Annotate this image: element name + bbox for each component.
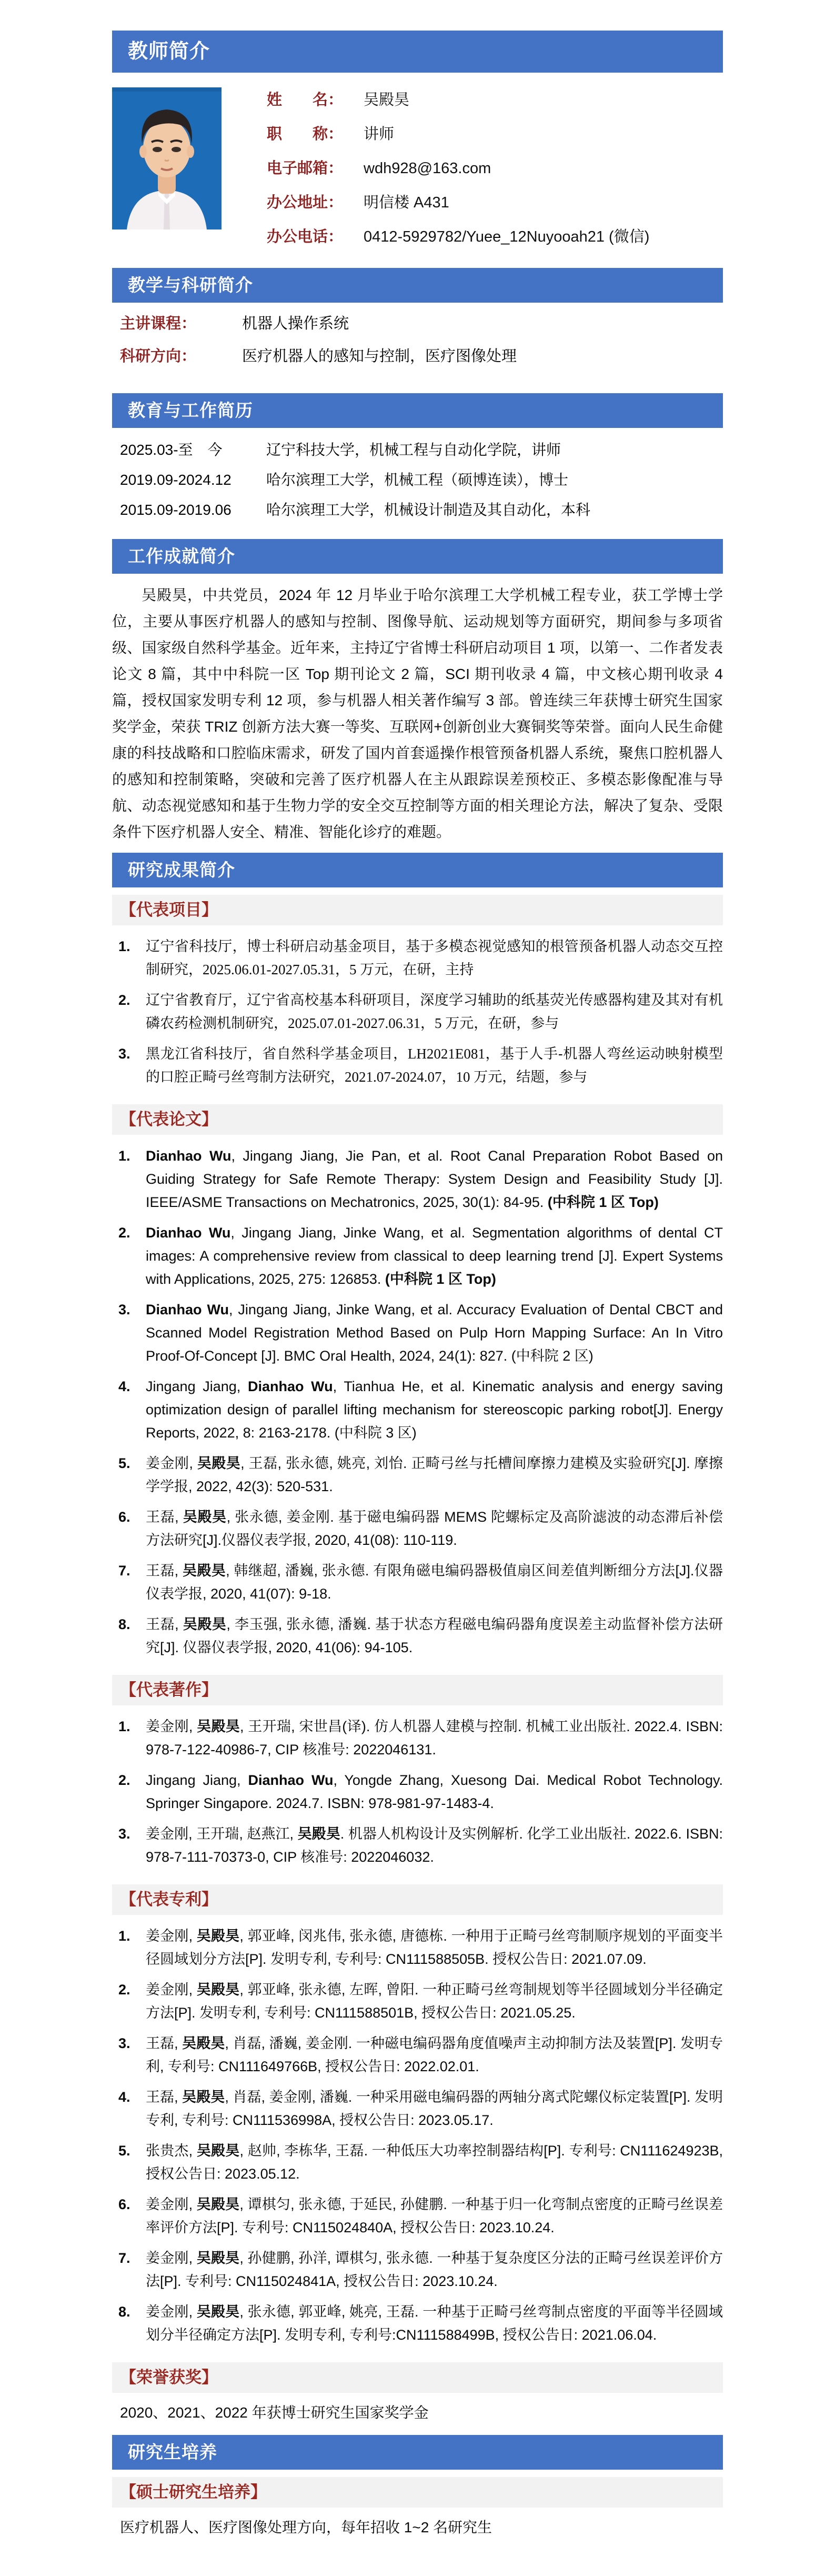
section-header-graduate-training [112, 2435, 723, 2470]
text-segment: 吴殿昊 [182, 2035, 225, 2051]
patent-citation [146, 2304, 723, 2343]
text-segment: , Yongde Zhang, Xuesong Dai. Medical Robot Technology. Springer Singapore. 2024.7. ISBN: 978-981-97-1483-4. [146, 1772, 723, 1811]
patent-item [112, 1924, 723, 1971]
subsection-heading: 【荣誉获奖】 [120, 2368, 218, 2387]
item-number: 3. [118, 1046, 130, 1062]
text-segment: (中科院 1 区 Top) [385, 1271, 496, 1287]
text-segment: 张贵杰, [146, 2143, 197, 2159]
item-number: 6. [118, 2196, 130, 2212]
item-number: 1. [118, 938, 130, 954]
patent-citation [146, 2196, 723, 2235]
subsection-heading: 【代表项目】 [120, 901, 218, 919]
text-segment: Dianhao Wu [146, 1225, 231, 1241]
section-title: 教师简介 [128, 41, 210, 63]
text-segment: 2021.07-2024.07，10 万元，结题，参与 [345, 1069, 588, 1085]
email-value: wdh928@163.com [364, 160, 491, 177]
text-segment: 王磊, [146, 1509, 183, 1525]
text-segment: , 韩继超, 潘巍, 张永德. 有限角磁电编码器极值扇区间差值判断细分方法[J].仪器仪表学报, 2020, 41(07): 9-18. [146, 1563, 723, 1602]
teacher-photo [112, 87, 222, 229]
info-row-email [267, 158, 649, 179]
section-title: 工作成就简介 [128, 546, 235, 566]
paper-item [112, 1375, 723, 1444]
text-segment: 吴殿昊 [183, 1509, 227, 1525]
text-segment: 王磊, [146, 1616, 183, 1632]
patent-item [112, 2139, 723, 2185]
text-segment: , 张永德, 郭亚峰, 姚亮, 王磊. 一种基于正畸弓丝弯制点密度的平面等半径圆域划分半径确定方法[P]. 发明专利, 专利号:CN111588499B, 授权公告日: 2021.06.04. [146, 2304, 723, 2343]
text-segment: 吴殿昊 [183, 1563, 226, 1579]
graduate-training-text: 医疗机器人、医疗图像处理方向，每年招收 1~2 名研究生 [120, 2519, 492, 2535]
project-item [112, 935, 723, 981]
text-segment: , Jingang Jiang, Jinke Wang, et al. Accuracy Evaluation of Dental CBCT and Scanned Model Registration Method Based on Pulp Horn Mapping Surface: An In Vitro Proof-Of-Concept [J]. BMC Oral Health, 2024, 24(1): 827. (中科院 2 区) [146, 1302, 723, 1364]
text-segment: LH2021E081 [407, 1046, 485, 1062]
text-segment: , 赵帅, 李栋华, 王磊. 一种低压大功率控制器结构[P]. 专利号: CN111624923B, 授权公告日: 2023.05.12. [146, 2143, 723, 2182]
papers-list [112, 1142, 723, 1668]
teaching-research-block [112, 303, 723, 388]
book-item [112, 1822, 723, 1869]
title-value: 讲师 [364, 126, 395, 143]
section-header-teaching-research [112, 268, 723, 303]
project-text [146, 938, 723, 977]
text-segment: 姜金刚, 王开瑞, 赵燕江, [146, 1826, 298, 1842]
item-number: 3. [118, 1826, 130, 1842]
paper-citation [146, 1302, 723, 1364]
education-detail: 哈尔滨理工大学，机械工程（硕博连读），博士 [266, 472, 569, 488]
phone-label: 办公电话： [267, 228, 344, 245]
office-label: 办公地址： [267, 194, 344, 211]
paper-item [112, 1221, 723, 1291]
text-segment: 吴殿昊 [182, 2089, 225, 2105]
item-number: 1. [118, 1928, 130, 1944]
patent-citation [146, 2089, 723, 2128]
subsection-projects [112, 895, 723, 925]
text-segment: 王磊, [146, 2035, 183, 2051]
paper-item [112, 1613, 723, 1659]
section-title: 研究成果简介 [128, 860, 235, 880]
item-number: 2. [118, 1772, 130, 1788]
patent-item [112, 2246, 723, 2293]
item-number: 7. [118, 2250, 130, 2266]
education-detail: 哈尔滨理工大学，机械设计制造及其自动化，本科 [266, 502, 591, 518]
text-segment: , 张永德, 姜金刚. 基于磁电编码器 MEMS 陀螺标定及高阶滤波的动态滞后补偿方法研究[J].仪器仪表学报, 2020, 41(08): 110-119. [146, 1509, 723, 1548]
book-item [112, 1715, 723, 1761]
courses-row [120, 313, 723, 334]
education-period: 2019.09-2024.12 [120, 472, 232, 488]
book-item [112, 1769, 723, 1815]
office-value: 明信楼 A431 [364, 194, 449, 211]
text-segment: Dianhao Wu [146, 1148, 232, 1164]
patent-item [112, 2085, 723, 2132]
text-segment: , 郭亚峰, 闵兆伟, 张永德, 唐德栋. 一种用于正畸弓丝弯制顺序规划的平面变半径圆域划分方法[P]. 发明专利, 专利号: CN111588505B. 授权公告日: 2021.07.09. [146, 1928, 723, 1967]
paper-item [112, 1505, 723, 1552]
text-segment: 姜金刚, [146, 1928, 197, 1944]
text-segment: , Jingang Jiang, Jinke Wang, et al. Segmentation algorithms of dental CT images: A comprehensive review from classical to deep learning trend [J]. Expert Systems with Applications, 2025, 275: 126853. [146, 1225, 723, 1287]
education-row [120, 470, 723, 491]
paper-item [112, 1298, 723, 1367]
text-segment: Jingang Jiang, [146, 1379, 248, 1394]
patents-list [112, 1922, 723, 2355]
info-row-office [267, 192, 649, 213]
project-item [112, 989, 723, 1035]
subsection-patents [112, 1884, 723, 1915]
item-number: 5. [118, 2143, 130, 2159]
section-header-research-results [112, 853, 723, 887]
text-segment: 吴殿昊 [196, 1928, 240, 1944]
text-segment: 黑龙江省科技厅，省自然科学基金项目， [146, 1046, 408, 1062]
books-list [112, 1713, 723, 1877]
paper-citation [146, 1563, 723, 1602]
paper-citation [146, 1455, 723, 1494]
patent-item [112, 1978, 723, 2024]
item-number: 4. [118, 2089, 130, 2105]
text-segment: Jingang Jiang, [146, 1772, 248, 1788]
education-row [120, 440, 723, 461]
text-segment: Dianhao Wu [247, 1379, 333, 1394]
name-label: 姓 名： [267, 92, 344, 108]
info-row-phone [267, 226, 649, 247]
item-number: 6. [118, 1509, 130, 1525]
research-direction-value: 医疗机器人的感知与控制，医疗图像处理 [242, 348, 517, 365]
text-segment: , 王磊, 张永德, 姚亮, 刘怡. 正畸弓丝与托槽间摩擦力建模及实验研究[J]. 摩擦学学报, 2022, 42(3): 520-531. [146, 1455, 723, 1494]
text-segment: 2025.07.01-2027.06.31，5 万元，在研，参与 [288, 1015, 559, 1031]
text-segment: 王磊, [146, 2089, 183, 2105]
text-segment: , 郭亚峰, 张永德, 左晖, 曾阳. 一种正畸弓丝弯制规划等半径圆域划分半径确定方法[P]. 发明专利, 专利号: CN111588501B, 授权公告日: 2021.05.25. [146, 1982, 723, 2021]
book-citation [146, 1826, 723, 1865]
item-number: 4. [118, 1379, 130, 1394]
section-header-education-history [112, 393, 723, 428]
item-number: 3. [118, 1302, 130, 1317]
patent-item [112, 2032, 723, 2078]
text-segment: 吴殿昊 [196, 2250, 240, 2266]
education-period: 2015.09-2019.06 [120, 502, 232, 518]
text-segment: , 肖磊, 潘巍, 姜金刚. 一种磁电编码器角度值噪声主动抑制方法及装置[P]. 发明专利, 专利号: CN111649766B, 授权公告日: 2022.02.01. [146, 2035, 723, 2074]
title-label: 职 称： [267, 126, 344, 143]
section-header-teacher-intro [112, 31, 723, 73]
text-segment: 姜金刚, [146, 1982, 197, 1998]
patent-citation [146, 2143, 723, 2182]
subsection-heading: 【硕士研究生培养】 [120, 2483, 267, 2501]
text-segment: , 肖磊, 姜金刚, 潘巍. 一种采用磁电编码器的两轴分离式陀螺仪标定装置[P]. 发明专利, 专利号: CN111536998A, 授权公告日: 2023.05.17. [146, 2089, 723, 2128]
item-number: 2. [118, 992, 130, 1008]
text-segment: , 谭棋匀, 张永德, 于延民, 孙健鹏. 一种基于归一化弯制点密度的正畸弓丝误差率评价方法[P]. 专利号: CN115024840A, 授权公告日: 2023.10.24. [146, 2196, 723, 2235]
text-segment: 2025.06.01-2027.05.31，5 万元，在研，主持 [203, 962, 474, 977]
text-segment: , 王开瑞, 宋世昌(译). 仿人机器人建模与控制. 机械工业出版社. 2022.4. ISBN: 978-7-122-40986-7, CIP 核准号: 2022046131. [146, 1719, 723, 1758]
paper-citation [146, 1616, 723, 1655]
subsection-honors [112, 2362, 723, 2393]
text-segment: , 孙健鹏, 孙洋, 谭棋匀, 张永德. 一种基于复杂度区分法的正畸弓丝误差评价方法[P]. 专利号: CN115024841A, 授权公告日: 2023.10.24. [146, 2250, 723, 2289]
text-segment: (中科院 1 区 Top) [547, 1194, 659, 1210]
item-number: 8. [118, 1616, 130, 1632]
text-segment: 姜金刚, [146, 2250, 197, 2266]
item-number: 7. [118, 1563, 130, 1579]
profile-block [112, 87, 723, 261]
text-segment: 辽宁省科技厅，博士科研启动基金项目，基于多模态视觉感知的根管预备机器人动态交互控制研究， [146, 938, 723, 977]
patent-item [112, 2193, 723, 2239]
education-detail: 辽宁科技大学，机械工程与自动化学院，讲师 [266, 442, 561, 458]
section-header-work-achievements [112, 539, 723, 574]
portrait-photo-graphic [112, 87, 222, 229]
text-segment: 吴殿昊 [196, 2304, 240, 2320]
item-number: 8. [118, 2304, 130, 2320]
item-number: 2. [118, 1982, 130, 1998]
subsection-books [112, 1675, 723, 1705]
text-segment: 吴殿昊 [197, 1455, 241, 1471]
text-segment: 姜金刚, [146, 2196, 197, 2212]
item-number: 1. [118, 1148, 130, 1164]
email-label: 电子邮箱： [267, 160, 344, 177]
honors-text: 2020、2021、2022 年获博士研究生国家奖学金 [120, 2404, 429, 2421]
subsection-master-training [112, 2477, 723, 2508]
text-segment: 吴殿昊 [196, 2143, 240, 2159]
text-segment: . 机器人机构设计及实例解析. 化学工业出版社. 2022.6. ISBN: 978-7-111-70373-0, CIP 核准号: 2022046032. [146, 1826, 723, 1865]
patent-citation [146, 1928, 723, 1967]
item-number: 1. [118, 1719, 130, 1734]
project-text [146, 992, 723, 1031]
paper-citation [146, 1148, 723, 1210]
name-value: 吴殿昊 [364, 92, 410, 108]
text-segment: 姜金刚, [146, 1719, 197, 1734]
patent-item [112, 2300, 723, 2347]
project-item [112, 1042, 723, 1089]
education-row [120, 500, 723, 521]
text-segment: , Jingang Jiang, Jie Pan, et al. Root Canal Preparation Robot Based on Guiding Strategy for Safe Remote Therapy: System Design and Feasibility Study [J]. IEEE/ASME Transactions on Mechatronics, 2025, 30(1): 84-95. [146, 1148, 723, 1210]
subsection-heading: 【代表专利】 [120, 1890, 218, 1909]
text-segment: 吴殿昊 [183, 1616, 227, 1632]
item-number: 3. [118, 2035, 130, 2051]
section-title: 教育与工作简历 [128, 401, 253, 420]
text-segment: , Tianhua He, et al. Kinematic analysis and energy saving optimization design of parallel lifting mechanism for stereoscopic parking robot[J]. Energy Reports, 2022, 8: 2163-2178. (中科院 3 区) [146, 1379, 723, 1441]
info-row-title [267, 124, 649, 145]
phone-value: 0412-5929782/Yuee_12Nuyooah21 (微信) [364, 228, 650, 245]
item-number: 2. [118, 1225, 130, 1241]
book-citation [146, 1772, 723, 1811]
paper-citation [146, 1379, 723, 1441]
research-direction-row [120, 346, 723, 367]
book-citation [146, 1719, 723, 1758]
item-number: 5. [118, 1455, 130, 1471]
patent-citation [146, 2250, 723, 2289]
section-title: 教学与科研简介 [128, 275, 253, 295]
info-row-name [267, 89, 649, 111]
text-segment: Dianhao Wu [146, 1302, 229, 1317]
text-segment: ，基于人手-机器人弯丝运动映射模型的口腔正畸弓丝弯制方法研究， [146, 1046, 723, 1085]
text-segment: 吴殿昊 [196, 1982, 240, 1998]
education-period: 2025.03-至 今 [120, 442, 223, 458]
projects-list [112, 933, 723, 1097]
subsection-papers [112, 1104, 723, 1135]
text-segment: 姜金刚, [146, 2304, 197, 2320]
subsection-heading: 【代表论文】 [120, 1110, 218, 1129]
text-segment: 姜金刚, [146, 1455, 197, 1471]
paper-citation [146, 1509, 723, 1548]
basic-info-fields [267, 87, 649, 261]
education-history-block [112, 428, 723, 534]
text-segment: , 李玉强, 张永德, 潘巍. 基于状态方程磁电编码器角度误差主动监督补偿方法研究[J]. 仪器仪表学报, 2020, 41(06): 94-105. [146, 1616, 723, 1655]
paper-item [112, 1452, 723, 1498]
subsection-heading: 【代表著作】 [120, 1681, 218, 1699]
courses-value: 机器人操作系统 [242, 315, 349, 332]
text-segment: 吴殿昊 [197, 1719, 240, 1734]
patent-citation [146, 2035, 723, 2074]
achievements-paragraph: 吴殿昊，中共党员，2024 年 12 月毕业于哈尔滨理工大学机械工程专业，获工学博士学位，主要从事医疗机器人的感知与控制、图像导航、运动规划等方面研究，期间参与多项省级、国家级自然科学基金。近年来，主持辽宁省博士科研启动项目 1 项，以第一、二作者发表论文 8 篇，其中中科院一区 Top 期刊论文 2 篇，SCI 期刊收录 4 篇，中文核心期刊收录 4 篇，授权国家发明专利 12 项，参与机器人相关著作编写 3 部。曾连续三年获博士研究生国家奖学金，荣获 TRIZ 创新方法大赛一等奖、互联网+创新创业大赛铜奖等荣誉。面向人民生命健康的科技战略和口腔临床需求，研发了国内首套遥操作根管预备机器人系统，聚焦口腔机器人的感知和控制策略，突破和完善了医疗机器人在主从跟踪误差预校正、多模态影像配准与导航、动态视觉感知和基于生物力学的安全交互控制等方面的相关理论方法，解决了复杂、受限条件下医疗机器人安全、精准、智能化诊疗的难题。 [112, 587, 723, 840]
research-direction-label: 科研方向： [120, 348, 197, 365]
text-segment: Dianhao Wu [248, 1772, 334, 1788]
text-segment: 王磊, [146, 1563, 183, 1579]
text-segment: 吴殿昊 [297, 1826, 340, 1842]
section-title: 研究生培养 [128, 2442, 217, 2462]
text-segment: 吴殿昊 [196, 2196, 240, 2212]
courses-label: 主讲课程： [120, 315, 197, 332]
project-text [146, 1046, 723, 1085]
paper-item [112, 1144, 723, 1214]
paper-item [112, 1559, 723, 1605]
patent-citation [146, 1982, 723, 2021]
text-segment: 辽宁省教育厅，辽宁省高校基本科研项目，深度学习辅助的纸基荧光传感器构建及其对有机磷农药检测机制研究， [146, 992, 723, 1031]
paper-citation [146, 1225, 723, 1287]
